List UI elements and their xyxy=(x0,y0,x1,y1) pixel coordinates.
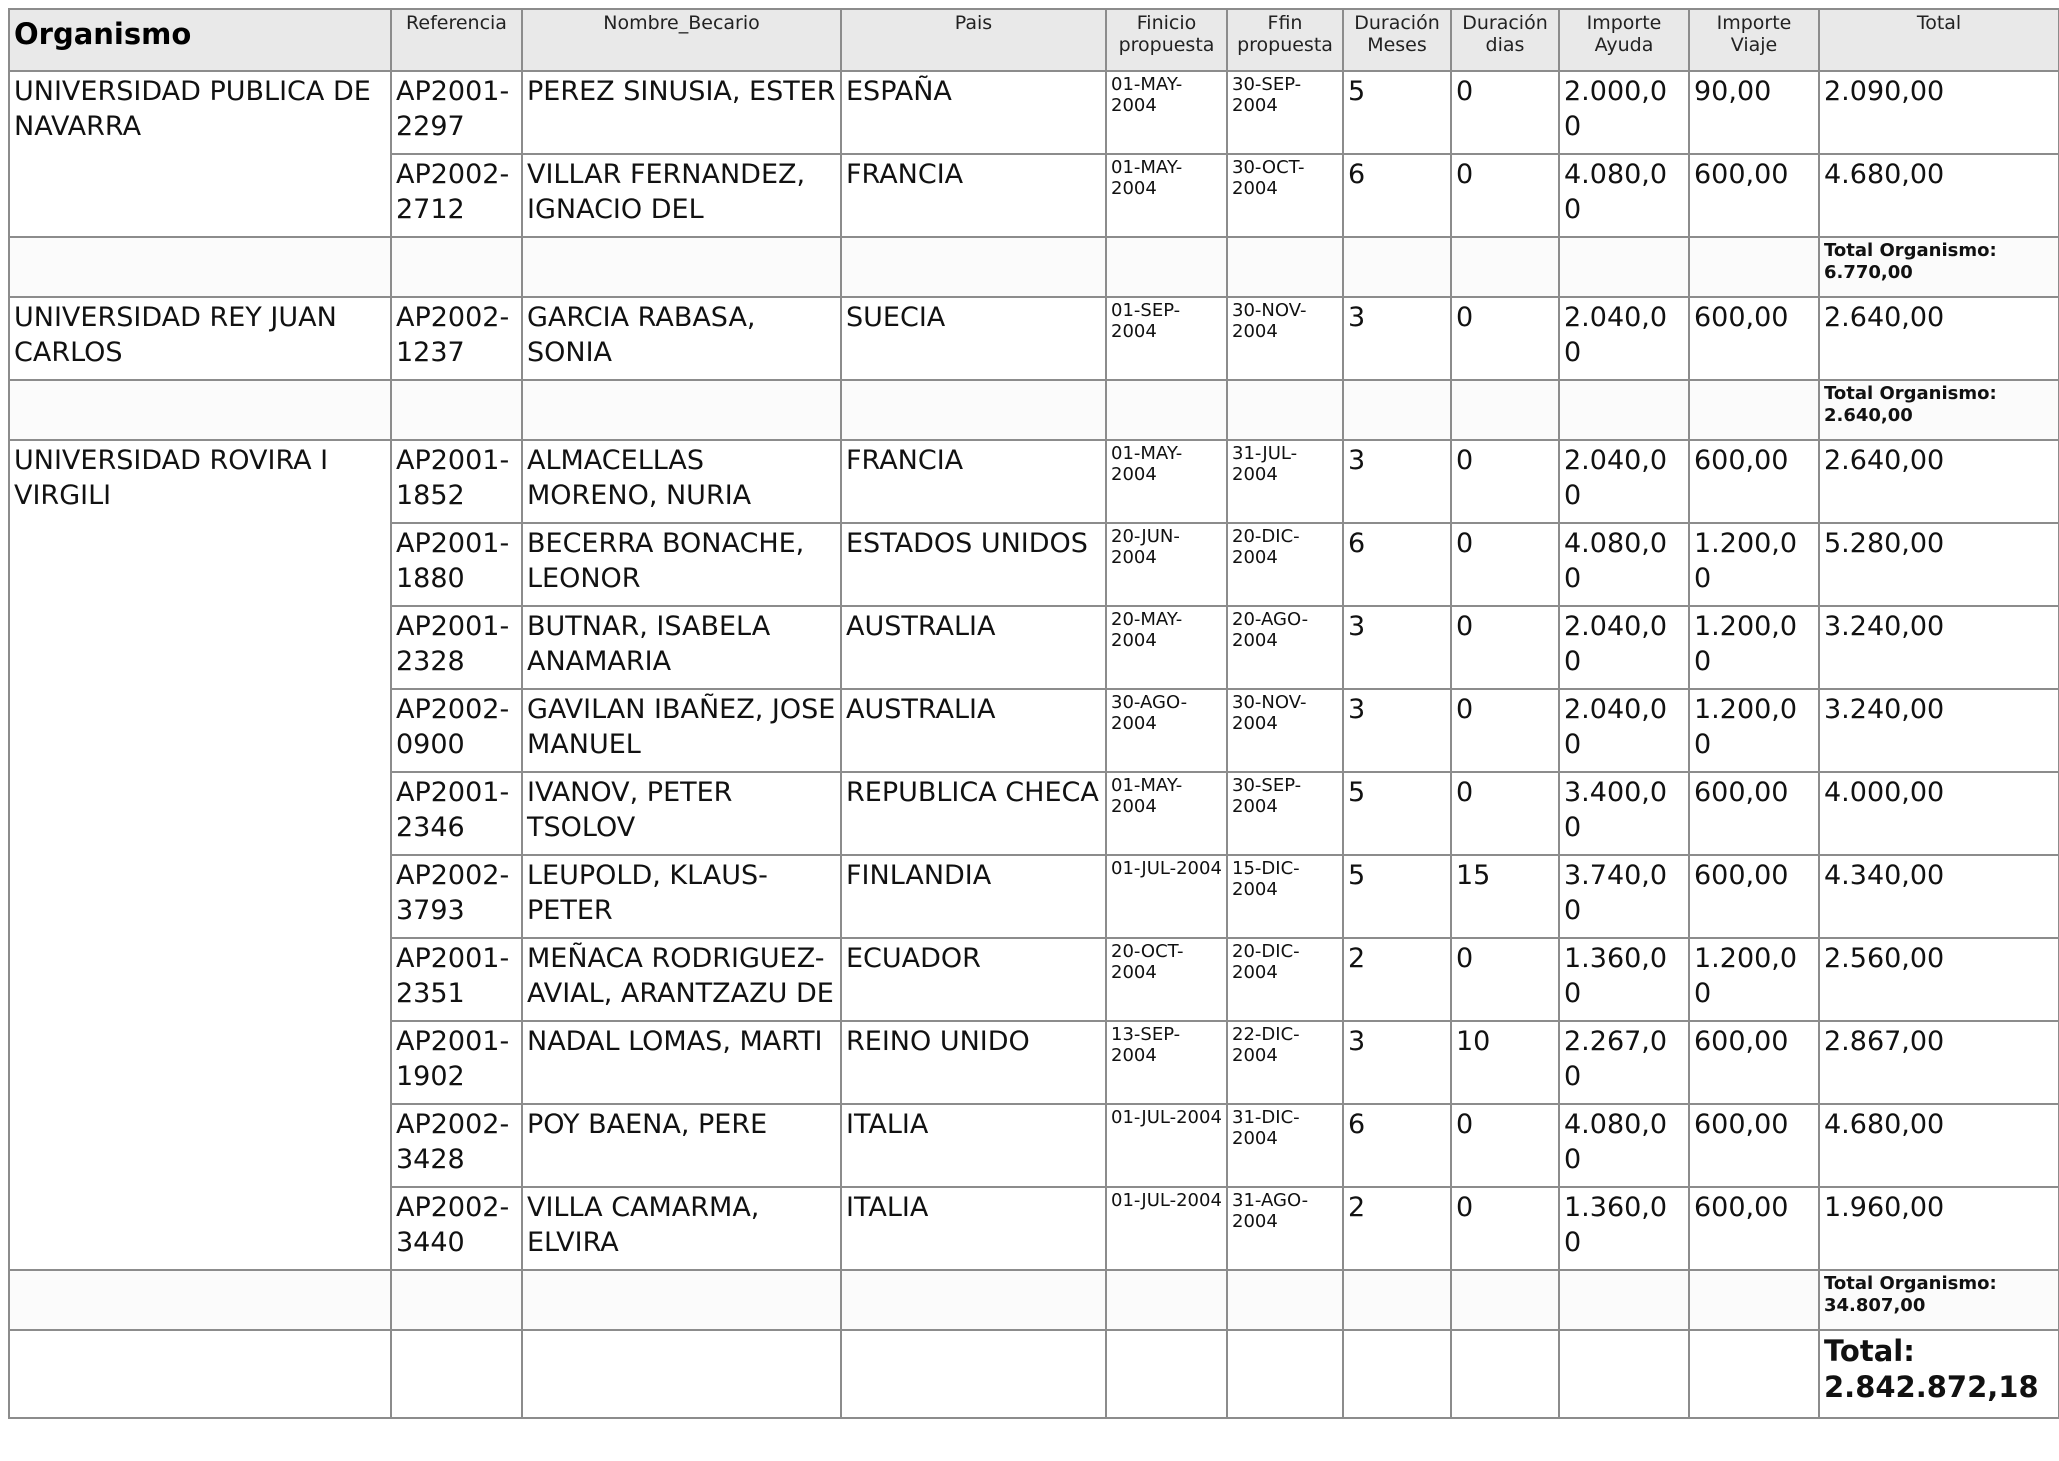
total-organismo-cell: Total Organismo: 6.770,00 xyxy=(1819,237,2059,297)
table-row xyxy=(9,440,2059,523)
empty-cell xyxy=(1559,1270,1689,1330)
empty-cell xyxy=(1106,1330,1227,1418)
duracion-dias-cell: 15 xyxy=(1451,855,1559,938)
empty-cell xyxy=(9,237,391,297)
total-cell: 4.680,00 xyxy=(1819,154,2059,237)
table-row xyxy=(9,297,2059,380)
header-pais: Pais xyxy=(841,9,1106,71)
empty-cell xyxy=(1106,237,1227,297)
nombre-becario-cell: VILLA CAMARMA, ELVIRA xyxy=(522,1187,841,1270)
finicio-cell: 01-JUL-2004 xyxy=(1106,1104,1227,1187)
empty-cell xyxy=(841,380,1106,440)
nombre-becario-cell: IVANOV, PETER TSOLOV xyxy=(522,772,841,855)
pais-cell: ITALIA xyxy=(841,1187,1106,1270)
total-cell: 2.090,00 xyxy=(1819,71,2059,154)
finicio-cell: 01-JUL-2004 xyxy=(1106,1187,1227,1270)
empty-cell xyxy=(391,1330,522,1418)
header-total: Total xyxy=(1819,9,2059,71)
subtotal-row xyxy=(9,380,2059,440)
duracion-meses-cell: 6 xyxy=(1343,1104,1451,1187)
duracion-meses-cell: 2 xyxy=(1343,1187,1451,1270)
ffin-cell: 30-OCT-2004 xyxy=(1227,154,1343,237)
finicio-cell: 01-MAY-2004 xyxy=(1106,154,1227,237)
total-organismo-cell: Total Organismo: 2.640,00 xyxy=(1819,380,2059,440)
duracion-meses-cell: 5 xyxy=(1343,855,1451,938)
duracion-dias-cell: 0 xyxy=(1451,1104,1559,1187)
header-row xyxy=(9,9,2059,71)
total-cell: 2.640,00 xyxy=(1819,440,2059,523)
pais-cell: REINO UNIDO xyxy=(841,1021,1106,1104)
pais-cell: SUECIA xyxy=(841,297,1106,380)
ffin-cell: 30-SEP-2004 xyxy=(1227,772,1343,855)
empty-cell xyxy=(1343,1270,1451,1330)
empty-cell xyxy=(1689,380,1819,440)
importe-ayuda-cell: 1.360,00 xyxy=(1559,938,1689,1021)
total-cell: 3.240,00 xyxy=(1819,606,2059,689)
ffin-cell: 31-DIC-2004 xyxy=(1227,1104,1343,1187)
duracion-dias-cell: 0 xyxy=(1451,440,1559,523)
empty-cell xyxy=(9,380,391,440)
pais-cell: ITALIA xyxy=(841,1104,1106,1187)
total-cell: 5.280,00 xyxy=(1819,523,2059,606)
table-body xyxy=(9,71,2059,1418)
importe-viaje-cell: 600,00 xyxy=(1689,1021,1819,1104)
finicio-cell: 20-OCT-2004 xyxy=(1106,938,1227,1021)
total-cell: 4.000,00 xyxy=(1819,772,2059,855)
referencia-cell: AP2001-2297 xyxy=(391,71,522,154)
referencia-cell: AP2002-3428 xyxy=(391,1104,522,1187)
importe-viaje-cell: 90,00 xyxy=(1689,71,1819,154)
ffin-cell: 30-NOV-2004 xyxy=(1227,689,1343,772)
importe-ayuda-cell: 3.740,00 xyxy=(1559,855,1689,938)
ffin-cell: 31-AGO-2004 xyxy=(1227,1187,1343,1270)
nombre-becario-cell: PEREZ SINUSIA, ESTER xyxy=(522,71,841,154)
total-cell: 4.340,00 xyxy=(1819,855,2059,938)
importe-viaje-cell: 600,00 xyxy=(1689,1104,1819,1187)
importe-viaje-cell: 600,00 xyxy=(1689,154,1819,237)
nombre-becario-cell: BUTNAR, ISABELA ANAMARIA xyxy=(522,606,841,689)
referencia-cell: AP2001-1852 xyxy=(391,440,522,523)
nombre-becario-cell: LEUPOLD, KLAUS-PETER xyxy=(522,855,841,938)
empty-cell xyxy=(522,237,841,297)
empty-cell xyxy=(1106,1270,1227,1330)
duracion-meses-cell: 6 xyxy=(1343,154,1451,237)
duracion-dias-cell: 0 xyxy=(1451,938,1559,1021)
referencia-cell: AP2001-2351 xyxy=(391,938,522,1021)
empty-cell xyxy=(1343,1330,1451,1418)
finicio-cell: 30-AGO-2004 xyxy=(1106,689,1227,772)
duracion-meses-cell: 5 xyxy=(1343,71,1451,154)
importe-viaje-cell: 600,00 xyxy=(1689,855,1819,938)
importe-viaje-cell: 600,00 xyxy=(1689,440,1819,523)
nombre-becario-cell: ALMACELLAS MORENO, NURIA xyxy=(522,440,841,523)
empty-cell xyxy=(1559,380,1689,440)
duracion-meses-cell: 3 xyxy=(1343,440,1451,523)
referencia-cell: AP2002-1237 xyxy=(391,297,522,380)
pais-cell: AUSTRALIA xyxy=(841,689,1106,772)
duracion-meses-cell: 3 xyxy=(1343,606,1451,689)
importe-viaje-cell: 600,00 xyxy=(1689,772,1819,855)
header-organismo: Organismo xyxy=(9,9,391,71)
finicio-cell: 13-SEP-2004 xyxy=(1106,1021,1227,1104)
empty-cell xyxy=(391,1270,522,1330)
pais-cell: FRANCIA xyxy=(841,154,1106,237)
empty-cell xyxy=(1227,1270,1343,1330)
total-organismo-cell: Total Organismo: 34.807,00 xyxy=(1819,1270,2059,1330)
importe-ayuda-cell: 4.080,00 xyxy=(1559,154,1689,237)
ffin-cell: 31-JUL-2004 xyxy=(1227,440,1343,523)
ffin-cell: 22-DIC-2004 xyxy=(1227,1021,1343,1104)
header-importe-ayuda: Importe Ayuda xyxy=(1559,9,1689,71)
empty-cell xyxy=(1559,1330,1689,1418)
pais-cell: ESPAÑA xyxy=(841,71,1106,154)
nombre-becario-cell: MEÑACA RODRIGUEZ-AVIAL, ARANTZAZU DE xyxy=(522,938,841,1021)
empty-cell xyxy=(9,1330,391,1418)
importe-viaje-cell: 1.200,00 xyxy=(1689,523,1819,606)
importe-viaje-cell: 1.200,00 xyxy=(1689,606,1819,689)
empty-cell xyxy=(1227,237,1343,297)
finicio-cell: 20-JUN-2004 xyxy=(1106,523,1227,606)
empty-cell xyxy=(9,1270,391,1330)
empty-cell xyxy=(841,1270,1106,1330)
finicio-cell: 20-MAY-2004 xyxy=(1106,606,1227,689)
empty-cell xyxy=(1689,237,1819,297)
importe-viaje-cell: 600,00 xyxy=(1689,1187,1819,1270)
duracion-dias-cell: 0 xyxy=(1451,1187,1559,1270)
importe-ayuda-cell: 2.040,00 xyxy=(1559,689,1689,772)
importe-ayuda-cell: 1.360,00 xyxy=(1559,1187,1689,1270)
empty-cell xyxy=(1689,1270,1819,1330)
referencia-cell: AP2002-2712 xyxy=(391,154,522,237)
grand-total-cell: Total: 2.842.872,18 xyxy=(1819,1330,2059,1418)
total-cell: 3.240,00 xyxy=(1819,689,2059,772)
importe-ayuda-cell: 3.400,00 xyxy=(1559,772,1689,855)
empty-cell xyxy=(391,237,522,297)
empty-cell xyxy=(1451,1330,1559,1418)
importe-viaje-cell: 600,00 xyxy=(1689,297,1819,380)
duracion-dias-cell: 0 xyxy=(1451,772,1559,855)
empty-cell xyxy=(1343,380,1451,440)
total-cell: 4.680,00 xyxy=(1819,1104,2059,1187)
duracion-dias-cell: 0 xyxy=(1451,71,1559,154)
duracion-dias-cell: 0 xyxy=(1451,523,1559,606)
empty-cell xyxy=(522,380,841,440)
empty-cell xyxy=(1227,1330,1343,1418)
empty-cell xyxy=(1451,237,1559,297)
ffin-cell: 20-AGO-2004 xyxy=(1227,606,1343,689)
report-table-container xyxy=(8,8,2058,1419)
table-row xyxy=(9,71,2059,154)
empty-cell xyxy=(1451,380,1559,440)
organismo-cell: UNIVERSIDAD ROVIRA I VIRGILI xyxy=(9,440,391,1270)
pais-cell: AUSTRALIA xyxy=(841,606,1106,689)
duracion-meses-cell: 3 xyxy=(1343,297,1451,380)
duracion-meses-cell: 3 xyxy=(1343,1021,1451,1104)
duracion-meses-cell: 6 xyxy=(1343,523,1451,606)
ffin-cell: 15-DIC-2004 xyxy=(1227,855,1343,938)
duracion-dias-cell: 10 xyxy=(1451,1021,1559,1104)
referencia-cell: AP2001-1902 xyxy=(391,1021,522,1104)
duracion-dias-cell: 0 xyxy=(1451,606,1559,689)
nombre-becario-cell: GARCIA RABASA, SONIA xyxy=(522,297,841,380)
importe-ayuda-cell: 2.040,00 xyxy=(1559,440,1689,523)
duracion-meses-cell: 5 xyxy=(1343,772,1451,855)
total-cell: 2.560,00 xyxy=(1819,938,2059,1021)
pais-cell: ECUADOR xyxy=(841,938,1106,1021)
empty-cell xyxy=(1343,237,1451,297)
total-cell: 1.960,00 xyxy=(1819,1187,2059,1270)
duracion-dias-cell: 0 xyxy=(1451,297,1559,380)
becas-table xyxy=(8,8,2059,1419)
empty-cell xyxy=(1106,380,1227,440)
empty-cell xyxy=(522,1270,841,1330)
duracion-dias-cell: 0 xyxy=(1451,689,1559,772)
finicio-cell: 01-JUL-2004 xyxy=(1106,855,1227,938)
header-referencia: Referencia xyxy=(391,9,522,71)
importe-ayuda-cell: 2.040,00 xyxy=(1559,606,1689,689)
finicio-cell: 01-MAY-2004 xyxy=(1106,440,1227,523)
subtotal-row xyxy=(9,237,2059,297)
empty-cell xyxy=(841,237,1106,297)
organismo-cell: UNIVERSIDAD PUBLICA DE NAVARRA xyxy=(9,71,391,237)
finicio-cell: 01-MAY-2004 xyxy=(1106,772,1227,855)
ffin-cell: 30-NOV-2004 xyxy=(1227,297,1343,380)
importe-viaje-cell: 1.200,00 xyxy=(1689,938,1819,1021)
subtotal-row xyxy=(9,1270,2059,1330)
empty-cell xyxy=(1227,380,1343,440)
nombre-becario-cell: VILLAR FERNANDEZ, IGNACIO DEL xyxy=(522,154,841,237)
importe-ayuda-cell: 2.040,00 xyxy=(1559,297,1689,380)
referencia-cell: AP2002-0900 xyxy=(391,689,522,772)
importe-ayuda-cell: 2.267,00 xyxy=(1559,1021,1689,1104)
pais-cell: REPUBLICA CHECA xyxy=(841,772,1106,855)
nombre-becario-cell: BECERRA BONACHE, LEONOR xyxy=(522,523,841,606)
pais-cell: ESTADOS UNIDOS xyxy=(841,523,1106,606)
nombre-becario-cell: GAVILAN IBAÑEZ, JOSE MANUEL xyxy=(522,689,841,772)
grand-total-row xyxy=(9,1330,2059,1418)
importe-viaje-cell: 1.200,00 xyxy=(1689,689,1819,772)
empty-cell xyxy=(1559,237,1689,297)
referencia-cell: AP2001-2328 xyxy=(391,606,522,689)
importe-ayuda-cell: 2.000,00 xyxy=(1559,71,1689,154)
pais-cell: FRANCIA xyxy=(841,440,1106,523)
importe-ayuda-cell: 4.080,00 xyxy=(1559,523,1689,606)
header-nombre-becario: Nombre_Becario xyxy=(522,9,841,71)
header-duracion-meses: Duración Meses xyxy=(1343,9,1451,71)
duracion-meses-cell: 2 xyxy=(1343,938,1451,1021)
empty-cell xyxy=(391,380,522,440)
duracion-dias-cell: 0 xyxy=(1451,154,1559,237)
ffin-cell: 20-DIC-2004 xyxy=(1227,938,1343,1021)
nombre-becario-cell: NADAL LOMAS, MARTI xyxy=(522,1021,841,1104)
organismo-cell: UNIVERSIDAD REY JUAN CARLOS xyxy=(9,297,391,380)
empty-cell xyxy=(1689,1330,1819,1418)
ffin-cell: 20-DIC-2004 xyxy=(1227,523,1343,606)
nombre-becario-cell: POY BAENA, PERE xyxy=(522,1104,841,1187)
ffin-cell: 30-SEP-2004 xyxy=(1227,71,1343,154)
referencia-cell: AP2001-2346 xyxy=(391,772,522,855)
header-finicio: Finicio propuesta xyxy=(1106,9,1227,71)
duracion-meses-cell: 3 xyxy=(1343,689,1451,772)
referencia-cell: AP2001-1880 xyxy=(391,523,522,606)
header-duracion-dias: Duración dias xyxy=(1451,9,1559,71)
importe-ayuda-cell: 4.080,00 xyxy=(1559,1104,1689,1187)
pais-cell: FINLANDIA xyxy=(841,855,1106,938)
empty-cell xyxy=(841,1330,1106,1418)
empty-cell xyxy=(522,1330,841,1418)
referencia-cell: AP2002-3793 xyxy=(391,855,522,938)
empty-cell xyxy=(1451,1270,1559,1330)
total-cell: 2.867,00 xyxy=(1819,1021,2059,1104)
header-importe-viaje: Importe Viaje xyxy=(1689,9,1819,71)
finicio-cell: 01-SEP-2004 xyxy=(1106,297,1227,380)
finicio-cell: 01-MAY-2004 xyxy=(1106,71,1227,154)
referencia-cell: AP2002-3440 xyxy=(391,1187,522,1270)
total-cell: 2.640,00 xyxy=(1819,297,2059,380)
header-ffin: Ffin propuesta xyxy=(1227,9,1343,71)
